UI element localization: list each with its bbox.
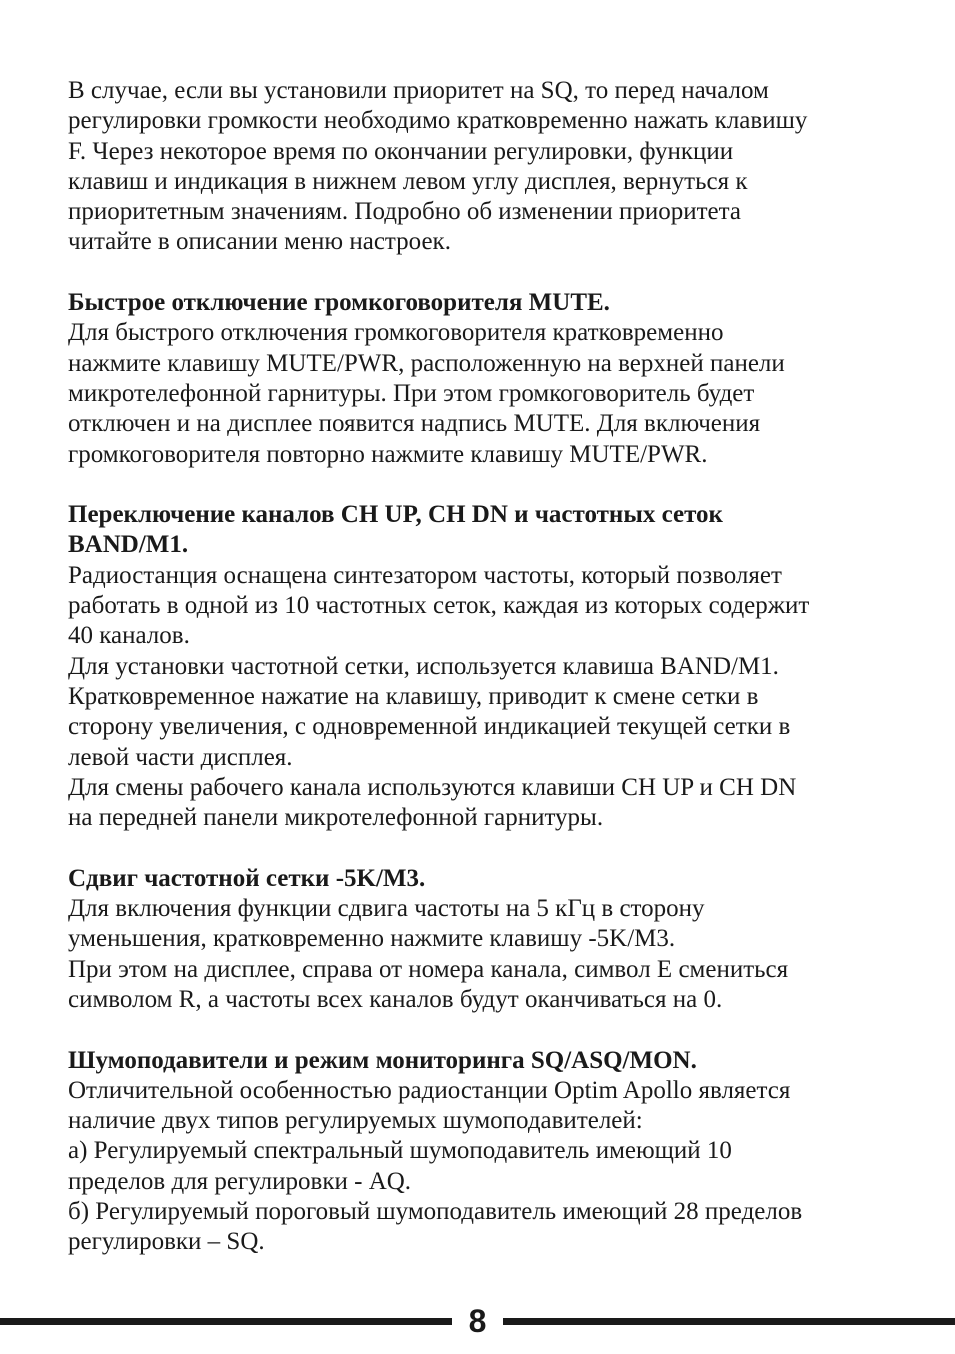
text-line: левой части дисплея. — [68, 743, 293, 771]
text-line: на передней панели микротелефонной гарнитуры. — [68, 804, 604, 832]
text-line: Для установки частотной сетки, используется клавиша BAND/M1. — [68, 652, 779, 680]
text-line: Для быстрого отключения громкоговорителя кратковременно — [68, 319, 724, 347]
text-line: В случае, если вы установили приоритет на SQ, то перед началом — [68, 77, 769, 104]
text-line: сторону увеличения, с одновременной индикацией текущей сетки в — [68, 713, 791, 741]
text-line: символом R, а частоты всех каналов будут оканчиваться на 0. — [68, 985, 723, 1013]
section-heading — [68, 1046, 888, 1076]
page-footer — [0, 1298, 955, 1344]
page-content — [68, 76, 888, 1258]
section-shift — [68, 864, 888, 1015]
text-line: нажмите клавишу MUTE/PWR, расположенную на верхней панели — [68, 349, 785, 377]
section-channels — [68, 500, 888, 833]
text-line: пределов для регулировки - AQ. — [68, 1167, 412, 1195]
text-line: б) Регулируемый пороговый шумоподавитель имеющий 28 пределов — [68, 1197, 803, 1225]
page-number: 8 — [468, 1303, 487, 1339]
section-body — [68, 561, 888, 834]
heading-line: Сдвиг частотной сетки -5K/M3. — [68, 864, 426, 892]
text-line: отключен и на дисплее появится надпись MUTE. Для включения — [68, 410, 761, 438]
text-line: 40 каналов. — [68, 622, 190, 650]
intro-paragraph — [68, 76, 888, 258]
text-line: F. Через некоторое время по окончании регулировки, функции — [68, 137, 734, 165]
text-line: читайте в описании меню настроек. — [68, 228, 451, 256]
text-line: приоритетным значениям. Подробно об изменении приоритета — [68, 198, 741, 226]
text-line: Отличительной особенностью радиостанции Optim Apollo является — [68, 1076, 791, 1104]
heading-line: Переключение каналов CH UP, CH DN и частотных сеток — [68, 501, 723, 529]
heading-line: BAND/M1. — [68, 531, 189, 559]
text-line: Радиостанция оснащена синтезатором частоты, который позволяет — [68, 561, 782, 589]
heading-line: Шумоподавители и режим мониторинга SQ/ASQ/MON. — [68, 1046, 697, 1074]
section-heading — [68, 864, 888, 894]
text-line: уменьшения, кратковременно нажмите клавишу -5K/M3. — [68, 925, 676, 953]
section-body — [68, 894, 888, 1015]
text-line: регулировки громкости необходимо кратковременно нажать клавишу — [68, 107, 808, 135]
section-body — [68, 1076, 888, 1258]
section-mute — [68, 288, 888, 470]
text-line: наличие двух типов регулируемых шумоподавителей: — [68, 1107, 643, 1135]
text-line: Кратковременное нажатие на клавишу, приводит к смене сетки в — [68, 682, 759, 710]
section-body — [68, 318, 888, 469]
heading-line: Быстрое отключение громкоговорителя MUTE. — [68, 289, 610, 317]
text-line: микротелефонной гарнитуры. При этом громкоговоритель будет — [68, 379, 755, 407]
section-heading — [68, 288, 888, 318]
text-line: регулировки – SQ. — [68, 1228, 265, 1256]
text-line: Для смены рабочего канала используются клавиши CH UP и CH DN — [68, 773, 797, 801]
text-line: громкоговорителя повторно нажмите клавишу MUTE/PWR. — [68, 440, 708, 468]
section-heading — [68, 500, 888, 561]
section-squelch — [68, 1046, 888, 1258]
text-line: работать в одной из 10 частотных сеток, каждая из которых содержит — [68, 592, 810, 620]
text-line: а) Регулируемый спектральный шумоподавитель имеющий 10 — [68, 1137, 732, 1165]
footer-rule-right — [503, 1318, 955, 1325]
text-line: Для включения функции сдвига частоты на 5 кГц в сторону — [68, 895, 705, 923]
footer-rule-left — [0, 1318, 452, 1325]
text-line: клавиш и индикация в нижнем левом углу дисплея, вернуться к — [68, 167, 748, 195]
text-line: При этом на дисплее, справа от номера канала, символ E смениться — [68, 955, 789, 983]
